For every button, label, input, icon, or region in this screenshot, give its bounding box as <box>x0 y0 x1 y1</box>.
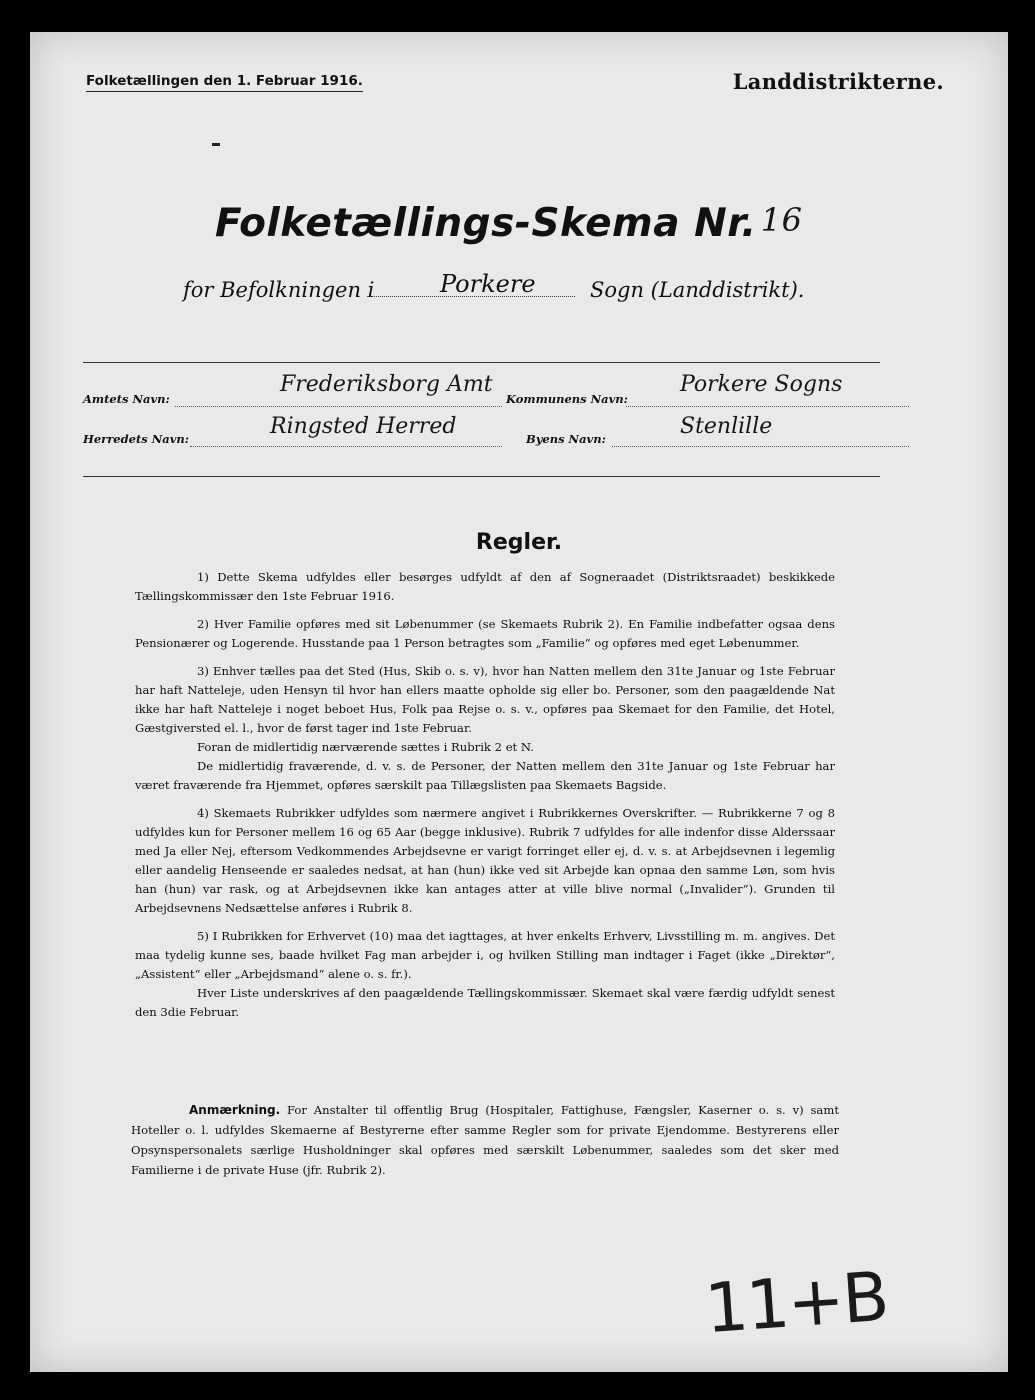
amt-label: Amtets Navn: <box>83 392 170 406</box>
by-label: Byens Navn: <box>526 432 606 446</box>
district-header: Landdistrikterne. <box>732 69 944 94</box>
rule-2: 2) Hver Familie opføres med sit Løbenummer (se Skemaets Rubrik 2). En Familie indbefatter ogsaa dens Pensionærer og Logerende. Husstande paa 1 Person betragtes som „Familie“ og opføres med eget Løbenummer. <box>135 617 835 650</box>
rule-4: 4) Skemaets Rubrikker udfyldes som nærmere angivet i Rubrikkernes Overskrifter. — Rubrikkerne 7 og 8 udfyldes kun for Personer mellem 16 og 65 Aar (begge inklusive). Rubrik 7 udfyldes for alle indenfor disse Alderssaar med Ja eller Nej, eftersom Vedkommendes Arbejdsevne er varigt forringet eller ej, d. v. s. at Arbejdsevnen i legemlig eller aandelig Henseende er saaledes nedsat, at han (hun) ikke ved sit Arbejde kan opnaa den samme Løn, som hvis han (hun) var rask, og at Arbejdsevnen ikke kan antages atter at ville blive normal („Invalider“). Grunden til Arbejdsevnens Nedsættelse anføres i Rubrik 8. <box>135 806 835 915</box>
kommune-line <box>626 406 909 407</box>
subtitle-prefix: for Befolkningen i <box>183 278 375 302</box>
rule-3-absent: De midlertidig fraværende, d. v. s. de Personer, der Natten mellem den 31te Januar og 1ste Februar har været fraværende fra Hjemmet, opføres særskilt paa Tillægslisten paa Skemaets Bagside. <box>135 759 835 792</box>
form-number-handwritten: 16 <box>760 201 803 239</box>
form-title-text: Folketællings-Skema Nr. <box>215 201 757 246</box>
census-form-page <box>30 32 1008 1372</box>
rule-3: 3) Enhver tælles paa det Sted (Hus, Skib o. s. v), hvor han Natten mellem den 31te Januar og 1ste Februar har haft Natteleje, uden Hensyn til hvor han ellers maatte opholde sig eller bo. Personer, som den paagældende Nat ikke har haft Natteleje i noget beboet Hus, Folk paa Rejse o. s. v., opføres paa Skemaet for den Familie, det Hotel, Gæstgiversted el. l., hvor de først tager ind 1ste Februar. <box>135 664 835 735</box>
herred-line <box>190 446 502 447</box>
herred-value-handwritten: Ringsted Herred <box>270 414 457 439</box>
remark-paragraph <box>131 1100 839 1180</box>
amt-value-handwritten: Frederiksborg Amt <box>280 372 493 397</box>
bottom-divider <box>83 476 880 477</box>
ink-mark <box>212 143 220 146</box>
by-line <box>612 446 909 447</box>
archive-mark-handwritten: 11+B <box>702 1257 890 1350</box>
form-title <box>215 201 803 246</box>
top-divider <box>83 362 880 363</box>
rules-heading: Regler. <box>475 530 563 555</box>
amt-line <box>175 406 502 407</box>
rule-5-signature: Hver Liste underskrives af den paagældende Tællingskommissær. Skemaet skal være færdig udfyldt senest den 3die Februar. <box>135 986 835 1019</box>
rule-1: 1) Dette Skema udfyldes eller besørges udfyldt af den af Sogneraadet (Distriktsraadet) beskikkede Tællingskommissær den 1ste Februar 1916. <box>135 570 835 603</box>
subtitle-suffix: Sogn (Landdistrikt). <box>590 278 805 302</box>
remark-text: For Anstalter til offentlig Brug (Hospitaler, Fattighuse, Fængsler, Kaserner o. s. v) samt Hoteller o. l. udfyldes Skemaerne af Bestyrerne efter samme Regler som for private Ejendomme. Bestyrerens eller Opsynspersonalets særlige Husholdninger skal opføres med særskilt Løbenummer, saaledes som det sker med Familierne i de private Huse (jfr. Rubrik 2). <box>131 1103 839 1177</box>
remark-label: Anmærkning. <box>189 1103 281 1117</box>
kommune-value-handwritten: Porkere Sogns <box>680 372 843 397</box>
rule-3-present: Foran de midlertidig nærværende sættes i Rubrik 2 et N. <box>197 740 534 754</box>
sogn-name-handwritten: Porkere <box>440 270 536 298</box>
by-value-handwritten: Stenlille <box>680 414 773 439</box>
kommune-label: Kommunens Navn: <box>506 392 628 406</box>
rules-body <box>135 568 835 1031</box>
rule-5: 5) I Rubrikken for Erhvervet (10) maa det iagttages, at hver enkelts Erhverv, Livsstilling m. m. angives. Det maa tydelig kunne ses, baade hvilket Fag man arbejder i, og hvilken Stilling man indtager i Faget (ikke „Direktør“, „Assistent“ eller „Arbejdsmand“ alene o. s. fr.). <box>135 929 835 981</box>
herred-label: Herredets Navn: <box>83 432 190 446</box>
census-date-header: Folketællingen den 1. Februar 1916. <box>86 73 363 92</box>
